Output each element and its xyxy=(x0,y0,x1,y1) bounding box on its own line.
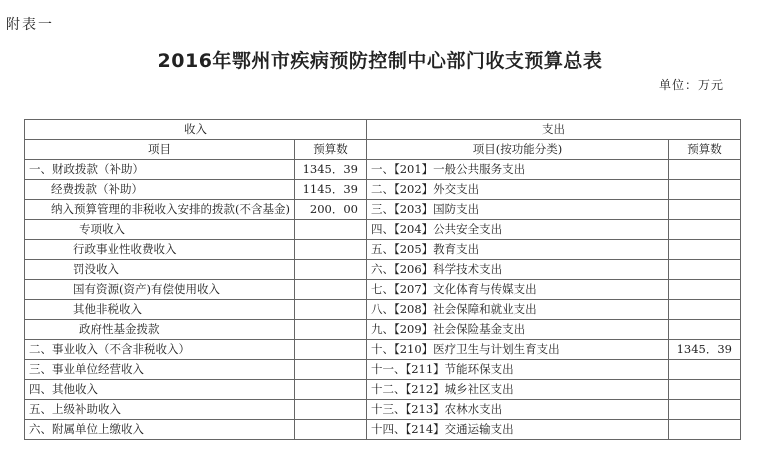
expense-value-cell xyxy=(668,320,740,340)
expense-item-cell: 四、【204】公共安全支出 xyxy=(366,220,668,240)
table-row xyxy=(25,420,741,440)
expense-value-cell xyxy=(668,220,740,240)
expense-item-cell: 八、【208】社会保障和就业支出 xyxy=(366,300,668,320)
income-value-cell xyxy=(294,240,366,260)
income-value-cell xyxy=(294,320,366,340)
expense-item-cell: 十四、【214】交通运输支出 xyxy=(366,420,668,440)
expense-item-cell: 十二、【212】城乡社区支出 xyxy=(366,380,668,400)
income-value-cell xyxy=(294,220,366,240)
expense-value-cell xyxy=(668,380,740,400)
expense-value-cell xyxy=(668,360,740,380)
expense-item-cell: 十三、【213】农林水支出 xyxy=(366,400,668,420)
income-item-cell: 二、事业收入（不含非税收入） xyxy=(25,340,295,360)
expense-value-cell xyxy=(668,300,740,320)
expense-value-cell xyxy=(668,180,740,200)
table-row xyxy=(25,360,741,380)
budget-table xyxy=(24,119,741,440)
table-row xyxy=(25,340,741,360)
expense-value-cell xyxy=(668,160,740,180)
income-value-cell xyxy=(294,380,366,400)
income-item-cell: 五、上级补助收入 xyxy=(25,400,295,420)
expense-item-cell: 三、【203】国防支出 xyxy=(366,200,668,220)
income-value-cell xyxy=(294,340,366,360)
income-value-cell xyxy=(294,360,366,380)
col-item-header: 项目 xyxy=(25,140,295,160)
table-row xyxy=(25,320,741,340)
income-item-cell: 六、附属单位上缴收入 xyxy=(25,420,295,440)
expense-value-cell: 1345．39 xyxy=(668,340,740,360)
table-row xyxy=(25,220,741,240)
page-title: 2016年鄂州市疾病预防控制中心部门收支预算总表 xyxy=(157,50,603,72)
income-value-cell xyxy=(294,400,366,420)
income-value-cell: 1145．39 xyxy=(294,180,366,200)
table-row xyxy=(25,280,741,300)
table-row xyxy=(25,200,741,220)
col-budget2-header: 预算数 xyxy=(668,140,740,160)
income-item-cell: 纳入预算管理的非税收入安排的拨款(不含基金) xyxy=(25,200,295,220)
col-budget-header: 预算数 xyxy=(294,140,366,160)
expense-value-cell xyxy=(668,240,740,260)
income-item-cell: 一、财政拨款（补助） xyxy=(25,160,295,180)
table-row xyxy=(25,260,741,280)
expense-item-cell: 十、【210】医疗卫生与计划生育支出 xyxy=(366,340,668,360)
expense-value-cell xyxy=(668,400,740,420)
income-value-cell xyxy=(294,280,366,300)
expense-value-cell xyxy=(668,280,740,300)
income-value-cell xyxy=(294,300,366,320)
income-value-cell: 200．00 xyxy=(294,200,366,220)
income-value-cell xyxy=(294,420,366,440)
expense-value-cell xyxy=(668,200,740,220)
expense-item-cell: 二、【202】外交支出 xyxy=(366,180,668,200)
income-item-cell: 专项收入 xyxy=(25,220,295,240)
unit-label: 单位：万元 xyxy=(658,78,724,92)
section-header-row xyxy=(25,120,741,140)
col-item-func-header: 项目(按功能分类) xyxy=(366,140,668,160)
expense-item-cell: 五、【205】教育支出 xyxy=(366,240,668,260)
expense-item-cell: 九、【209】社会保险基金支出 xyxy=(366,320,668,340)
table-row xyxy=(25,400,741,420)
expense-header: 支出 xyxy=(366,120,740,140)
expense-value-cell xyxy=(668,260,740,280)
income-item-cell: 其他非税收入 xyxy=(25,300,295,320)
table-row xyxy=(25,380,741,400)
income-value-cell: 1345．39 xyxy=(294,160,366,180)
income-item-cell: 三、事业单位经营收入 xyxy=(25,360,295,380)
income-header: 收入 xyxy=(25,120,367,140)
table-row xyxy=(25,240,741,260)
income-value-cell xyxy=(294,260,366,280)
table-row xyxy=(25,160,741,180)
column-header-row xyxy=(25,140,741,160)
income-item-cell: 政府性基金拨款 xyxy=(25,320,295,340)
income-item-cell: 四、其他收入 xyxy=(25,380,295,400)
table-row xyxy=(25,300,741,320)
table-row xyxy=(25,180,741,200)
expense-item-cell: 一、【201】一般公共服务支出 xyxy=(366,160,668,180)
expense-item-cell: 七、【207】文化体育与传媒支出 xyxy=(366,280,668,300)
expense-item-cell: 十一、【211】节能环保支出 xyxy=(366,360,668,380)
income-item-cell: 行政事业性收费收入 xyxy=(25,240,295,260)
income-item-cell: 经费拨款（补助） xyxy=(25,180,295,200)
income-item-cell: 国有资源(资产)有偿使用收入 xyxy=(25,280,295,300)
expense-item-cell: 六、【206】科学技术支出 xyxy=(366,260,668,280)
expense-value-cell xyxy=(668,420,740,440)
income-item-cell: 罚没收入 xyxy=(25,260,295,280)
attachment-label: 附表一 xyxy=(6,17,54,33)
